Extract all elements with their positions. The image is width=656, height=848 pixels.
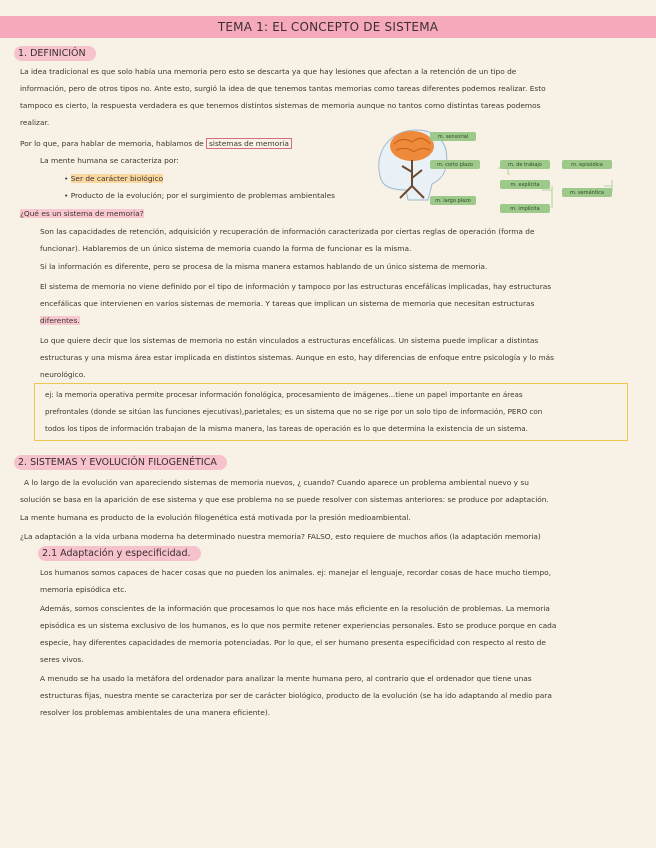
- question-1: [20, 205, 144, 223]
- para-7b: estructuras y una misma área estar implicada en distintos sistemas. Aunque en esto, hay diferencias de enfoque entre psicología y lo más: [40, 353, 555, 362]
- node-implicit: m. implícita: [500, 204, 550, 213]
- bullet-1: • Ser de carácter biológico: [64, 174, 164, 183]
- node-sensory: m. sensorial: [430, 132, 476, 141]
- para-11d: seres vivos.: [40, 655, 84, 664]
- callout-line-2: prefrontales (donde se sitúan las funciones ejecutivas),parietales; es un sistema que no se rige por un solo tipo de información, PERO con: [45, 407, 543, 416]
- para-10b: memoria episódica etc.: [40, 585, 127, 594]
- para-9: La mente humana es producto de la evolución filogenética está motivada por la presión medioambiental.: [20, 513, 411, 522]
- para-8a: A lo largo de la evolución van apareciendo sistemas de memoria nuevos, ¿ cuando? Cuando aparece un problema ambiental nuevo y su: [24, 478, 529, 487]
- node-short-term: m. corto plazo: [430, 160, 480, 169]
- para-6c-text: diferentes.: [40, 316, 80, 325]
- callout-line-3: todos los tipos de información trabajan de la misma manera, las tareas de operación es lo que determina la existencia de un sistema.: [45, 424, 528, 433]
- question-1-text: ¿Qué es un sistema de memoria?: [20, 209, 144, 218]
- para-6a: El sistema de memoria no viene definido por el tipo de información y tampoco por las estructuras encefálicas implicadas, hay estructuras: [40, 282, 552, 291]
- question-2: ¿La adaptación a la vida urbana moderna ha determinado nuestra memoria? FALSO, esto requiere de muchos años (la adaptación memoria): [20, 532, 541, 541]
- section-1-heading: 1. DEFINICIÓN: [14, 46, 96, 61]
- brain-icon: [390, 131, 434, 161]
- para-11c: especie, hay diferentes capacidades de memoria potenciadas. Por lo que, el ser humano presenta especificidad con respecto al resto de: [40, 638, 546, 647]
- para-1c: tampoco es cierto, la respuesta verdadera es que tenemos distintos sistemas de memoria aunque no tantos como distintas tareas podemos: [20, 101, 541, 110]
- bullet-1-text: Ser de carácter biológico: [70, 174, 164, 183]
- para-1a: La idea tradicional es que solo había una memoria pero esto se descarta ya que hay lesiones que afectan a la retención de un tipo de: [20, 67, 517, 76]
- node-semantic: m. semántica: [562, 188, 612, 197]
- node-episodic: m. episódica: [562, 160, 612, 169]
- para-2: [20, 135, 292, 153]
- para-8b: solución se basa en la aparición de ese sistema y que ese problema no se puede resolver con sistemas anteriores: se produce por adaptación.: [20, 495, 549, 504]
- para-2-text: Por lo que, para hablar de memoria, hablamos de: [20, 139, 204, 148]
- callout-line-1: ej: la memoria operativa permite procesar información fonológica, procesamiento de imágenes...tiene un papel importante en áreas: [45, 390, 523, 399]
- node-working: m. de trabajo: [500, 160, 550, 169]
- callout-text: [45, 386, 619, 437]
- para-2-boxed-term: sistemas de memoria: [206, 138, 292, 149]
- para-12b: estructuras fijas, nuestra mente se caracteriza por ser de carácter biológico, producto de la evolución (se ha ido adaptando al medio para: [40, 691, 552, 700]
- section-2-1-heading: 2.1 Adaptación y especificidad.: [38, 546, 201, 561]
- para-11a: Además, somos conscientes de la información que procesamos lo que nos hace más eficiente en la resolución de problemas. La memoria: [40, 604, 550, 613]
- para-6c: [40, 312, 80, 330]
- para-7a: Lo que quiere decir que los sistemas de memoria no están vinculados a estructuras encefálicas. Un sistema puede implicar a distintas: [40, 336, 539, 345]
- title-bar: [0, 16, 656, 38]
- para-1b: información, pero de otros tipos no. Ante esto, surgió la idea de que tenemos tantas memorias como tareas diferentes podemos realizar. Esto: [20, 84, 546, 93]
- para-4b: funcionar). Hablaremos de un único sistema de memoria cuando la forma de funcionar es la misma.: [40, 244, 412, 253]
- page-title: TEMA 1: EL CONCEPTO DE SISTEMA: [217, 20, 439, 34]
- example-callout: [34, 383, 628, 441]
- bullet-2: • Producto de la evolución; por el surgimiento de problemas ambientales: [64, 191, 335, 200]
- para-11b: episódica es un sistema exclusivo de los humanos, es lo que nos permite retener experiencias personales. Esto se produce porque en cada: [40, 621, 557, 630]
- diagram-svg: [372, 128, 642, 228]
- memory-systems-diagram: [372, 128, 642, 228]
- para-10a: Los humanos somos capaces de hacer cosas que no pueden los animales. ej: manejar el lenguaje, recordar cosas de hace mucho tiempo,: [40, 568, 552, 577]
- para-12a: A menudo se ha usado la metáfora del ordenador para analizar la mente humana pero, al contrario que el ordenador que tiene unas: [40, 674, 532, 683]
- para-12c: resolver los problemas ambientales de una manera eficiente).: [40, 708, 271, 717]
- para-1d: realizar.: [20, 118, 50, 127]
- section-2-heading: 2. SISTEMAS Y EVOLUCIÓN FILOGENÉTICA: [14, 455, 227, 470]
- para-3: La mente humana se caracteriza por:: [40, 156, 179, 165]
- para-5: Si la información es diferente, pero se procesa de la misma manera estamos hablando de un único sistema de memoria.: [40, 262, 488, 271]
- node-explicit: m. explícita: [500, 180, 550, 189]
- para-4a: Son las capacidades de retención, adquisición y recuperación de información caracterizada por ciertas reglas de operación (forma de: [40, 227, 535, 236]
- para-6b: encefálicas que intervienen en varios sistemas de memoria. Y tareas que implican un sistema de memoria que necesitan estructuras: [40, 299, 535, 308]
- para-7c: neurológico.: [40, 370, 86, 379]
- node-long-term: m. largo plazo: [430, 196, 476, 205]
- bullet-2-text: Producto de la evolución; por el surgimiento de problemas ambientales: [70, 191, 335, 200]
